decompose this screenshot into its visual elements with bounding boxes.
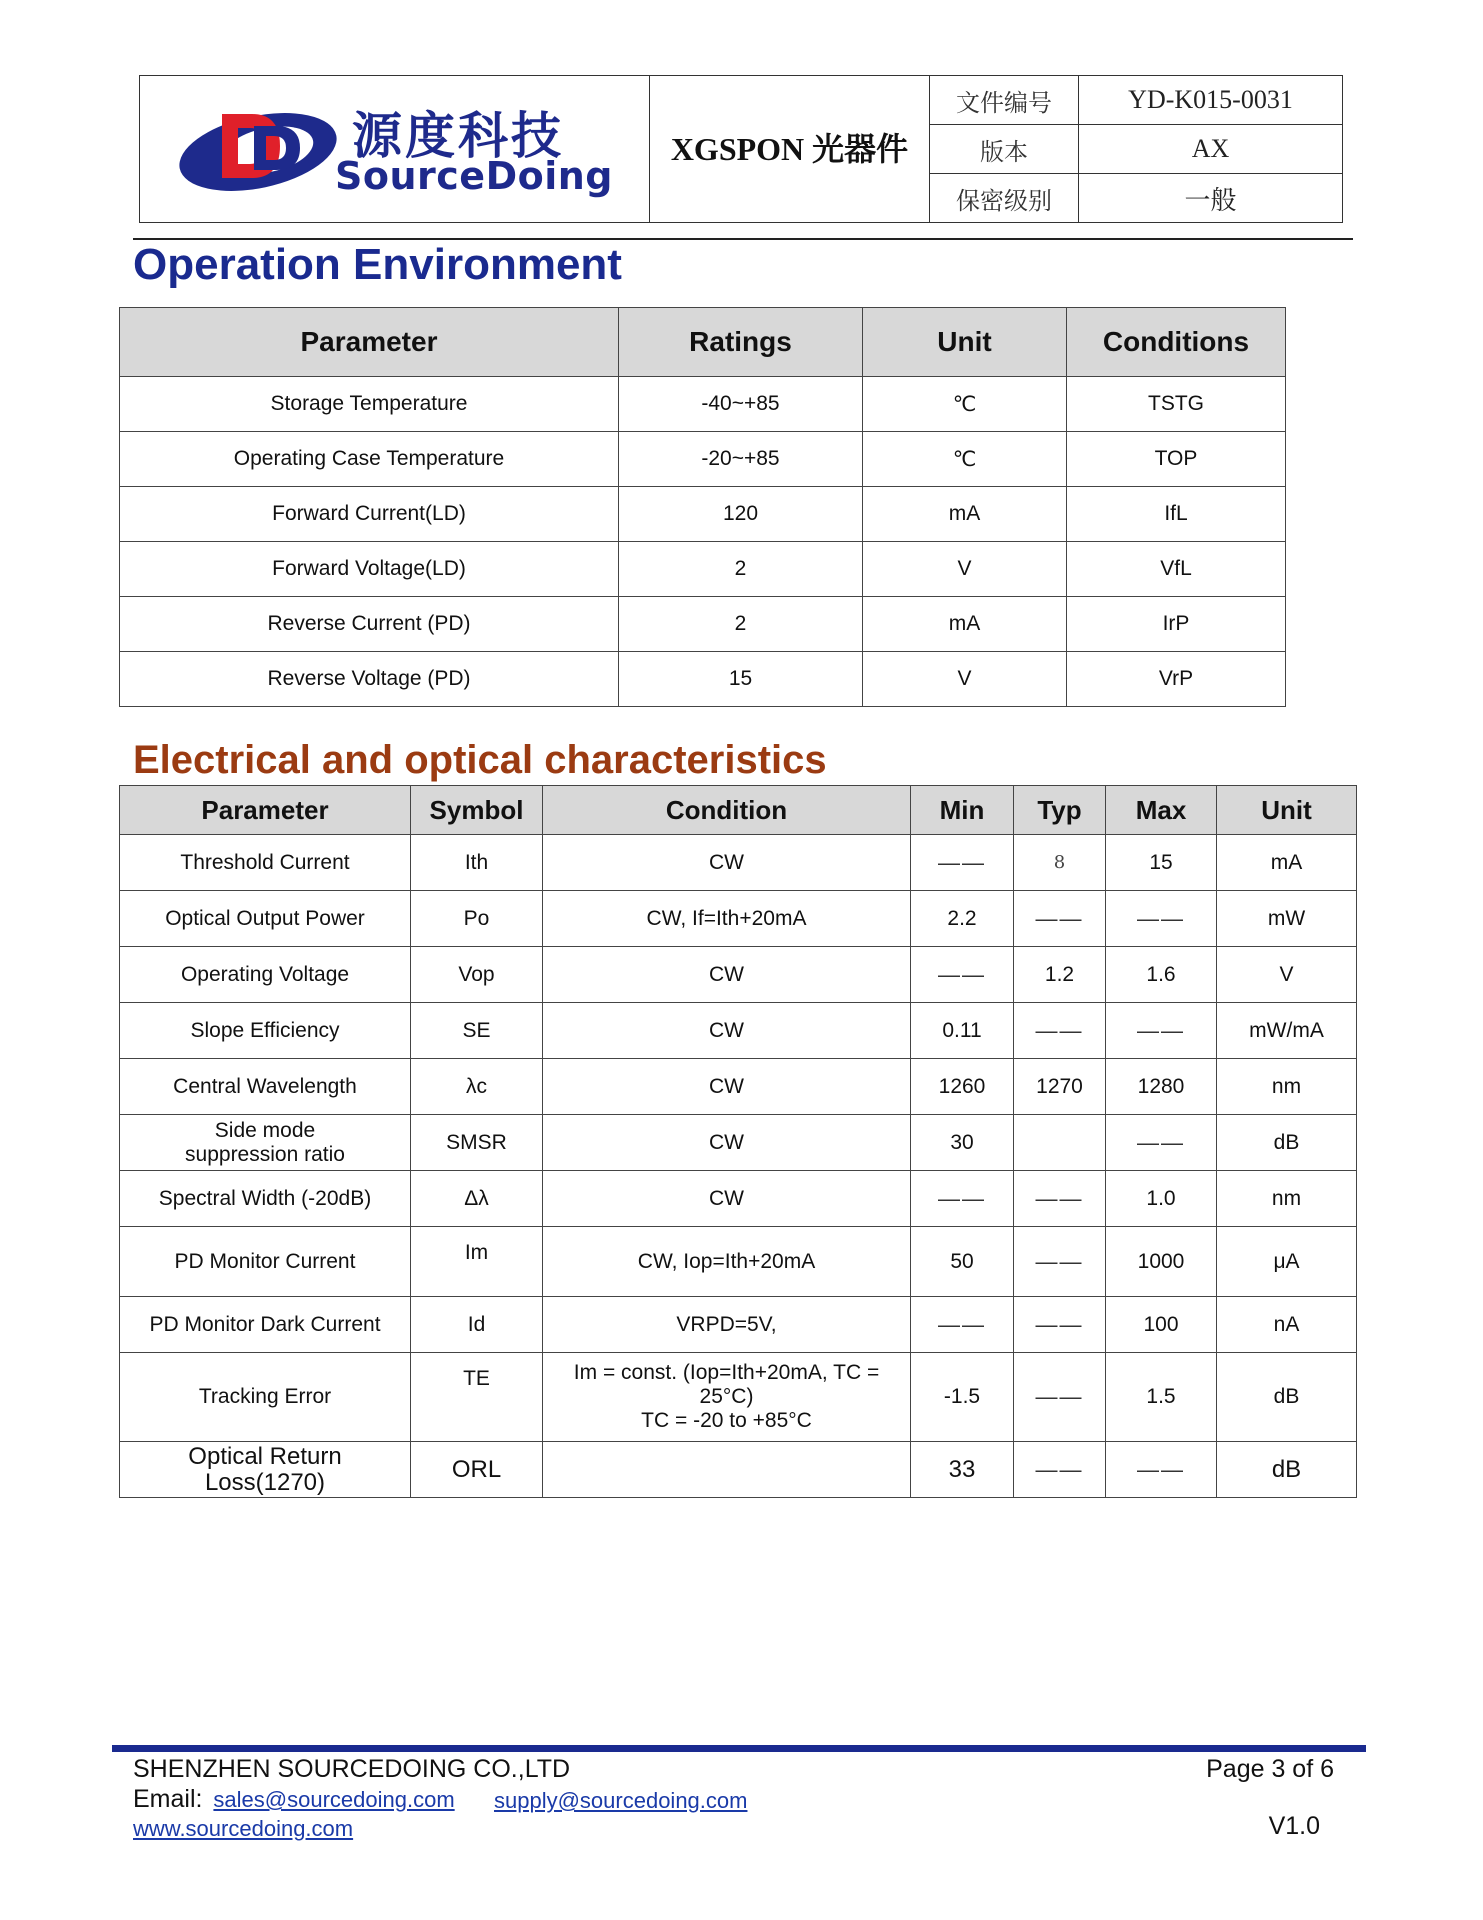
table-cell: 100 xyxy=(1106,1297,1217,1353)
table-cell: 15 xyxy=(1106,835,1217,891)
table-cell: —— xyxy=(911,835,1014,891)
table-cell: 1000 xyxy=(1106,1227,1217,1297)
table-cell: TE xyxy=(411,1353,543,1442)
table-cell: PD Monitor Dark Current xyxy=(120,1297,411,1353)
table-row xyxy=(120,487,1286,542)
table-cell: mW xyxy=(1217,891,1357,947)
table-row xyxy=(120,835,1357,891)
column-header: Min xyxy=(911,786,1014,835)
footer-divider xyxy=(112,1745,1366,1752)
cell-line: suppression ratio xyxy=(185,1142,345,1166)
table-cell: -1.5 xyxy=(911,1353,1014,1442)
table-cell: mW/mA xyxy=(1217,1003,1357,1059)
footer-email xyxy=(133,1785,748,1814)
table-cell: CW xyxy=(543,1115,911,1171)
table-cell: —— xyxy=(911,947,1014,1003)
meta-key: 保密级别 xyxy=(930,174,1079,222)
document-title: XGSPON 光器件 xyxy=(650,76,930,222)
website-link[interactable]: www.sourcedoing.com xyxy=(133,1816,354,1841)
column-header: Condition xyxy=(543,786,911,835)
column-header: Ratings xyxy=(619,308,863,377)
table-cell: 1.5 xyxy=(1106,1353,1217,1442)
table-cell: Tracking Error xyxy=(120,1353,411,1442)
table-row xyxy=(120,1115,1357,1171)
table-row xyxy=(120,891,1357,947)
supply-email-link[interactable]: supply@sourcedoing.com xyxy=(494,1788,748,1813)
logo-english-name: SourceDoing xyxy=(335,154,613,198)
table-cell: —— xyxy=(1014,1442,1106,1498)
table-cell: —— xyxy=(911,1171,1014,1227)
table-cell: —— xyxy=(1014,1227,1106,1297)
table-cell: —— xyxy=(1106,891,1217,947)
sales-email-link[interactable]: sales@sourcedoing.com xyxy=(213,1787,455,1812)
table-cell: Forward Voltage(LD) xyxy=(120,542,619,597)
table-cell: Ith xyxy=(411,835,543,891)
column-header: Max xyxy=(1106,786,1217,835)
column-header: Conditions xyxy=(1067,308,1286,377)
table-cell: mA xyxy=(1217,835,1357,891)
table-row xyxy=(120,1227,1357,1297)
table-cell: dB xyxy=(1217,1353,1357,1442)
table-cell: VfL xyxy=(1067,542,1286,597)
cell-line: TC = -20 to +85°C xyxy=(641,1409,812,1432)
table-cell: 1280 xyxy=(1106,1059,1217,1115)
column-header: Typ xyxy=(1014,786,1106,835)
table-row xyxy=(120,947,1357,1003)
table-cell: Slope Efficiency xyxy=(120,1003,411,1059)
cell-line: Im = const. (Iop=Ith+20mA, TC = xyxy=(573,1361,880,1384)
table-cell: —— xyxy=(1106,1115,1217,1171)
table-cell: —— xyxy=(1014,1353,1106,1442)
table-cell xyxy=(120,1442,411,1498)
sourcedoing-logo-icon xyxy=(176,100,346,200)
table-cell: 0.11 xyxy=(911,1003,1014,1059)
table-cell: VrP xyxy=(1067,652,1286,707)
table-cell: Central Wavelength xyxy=(120,1059,411,1115)
table-cell: Id xyxy=(411,1297,543,1353)
table-cell: TSTG xyxy=(1067,377,1286,432)
table-cell: VRPD=5V, xyxy=(543,1297,911,1353)
table-row xyxy=(120,1171,1357,1227)
table-row xyxy=(120,377,1286,432)
cell-line: Optical Return xyxy=(188,1442,342,1470)
table-row xyxy=(120,1353,1357,1442)
table-cell: PD Monitor Current xyxy=(120,1227,411,1297)
table-cell: CW xyxy=(543,1171,911,1227)
operation-environment-table xyxy=(119,307,1286,707)
table-cell: CW, If=Ith+20mA xyxy=(543,891,911,947)
table-cell: Δλ xyxy=(411,1171,543,1227)
table-cell: Storage Temperature xyxy=(120,377,619,432)
column-header: Symbol xyxy=(411,786,543,835)
document-version: V1.0 xyxy=(1268,1812,1320,1840)
table-cell: nm xyxy=(1217,1171,1357,1227)
table-cell: —— xyxy=(1014,891,1106,947)
column-header: Parameter xyxy=(120,786,411,835)
footer-company: SHENZHEN SOURCEDOING CO.,LTD xyxy=(133,1755,571,1783)
meta-key: 文件编号 xyxy=(930,76,1079,124)
table-cell xyxy=(543,1353,911,1442)
meta-row-confidentiality xyxy=(930,174,1342,222)
cell-line: Loss(1270) xyxy=(204,1468,326,1496)
electrical-optical-table xyxy=(119,785,1357,1498)
table-row xyxy=(120,542,1286,597)
table-row xyxy=(120,597,1286,652)
table-cell: λc xyxy=(411,1059,543,1115)
footer-website xyxy=(133,1816,353,1842)
table-cell: mA xyxy=(863,597,1067,652)
table-cell: ORL xyxy=(411,1442,543,1498)
table-header-row xyxy=(120,308,1286,377)
table-cell: TOP xyxy=(1067,432,1286,487)
table-cell: —— xyxy=(1014,1003,1106,1059)
section-title-electrical-optical: Electrical and optical characteristics xyxy=(133,738,827,782)
table-cell: Forward Current(LD) xyxy=(120,487,619,542)
table-cell: 1.0 xyxy=(1106,1171,1217,1227)
table-cell: 2 xyxy=(619,597,863,652)
cell-line: Side mode xyxy=(214,1118,316,1142)
table-cell: SMSR xyxy=(411,1115,543,1171)
meta-key: 版本 xyxy=(930,125,1079,173)
table-cell: V xyxy=(863,542,1067,597)
table-cell: 50 xyxy=(911,1227,1014,1297)
table-cell: -20~+85 xyxy=(619,432,863,487)
logo-chinese-name: 源度科技 xyxy=(352,107,564,165)
table-cell: CW, Iop=Ith+20mA xyxy=(543,1227,911,1297)
table-cell: CW xyxy=(543,947,911,1003)
table-cell: Optical Output Power xyxy=(120,891,411,947)
table-cell: IfL xyxy=(1067,487,1286,542)
table-cell: Spectral Width (-20dB) xyxy=(120,1171,411,1227)
table-cell: 1.6 xyxy=(1106,947,1217,1003)
table-cell: Im xyxy=(411,1227,543,1297)
table-row xyxy=(120,1297,1357,1353)
table-cell: 30 xyxy=(911,1115,1014,1171)
table-cell: mA xyxy=(863,487,1067,542)
table-cell: 2 xyxy=(619,542,863,597)
table-cell: 1.2 xyxy=(1014,947,1106,1003)
table-row xyxy=(120,1059,1357,1115)
meta-value: 一般 xyxy=(1184,185,1237,215)
table-cell: -40~+85 xyxy=(619,377,863,432)
table-cell: Operating Case Temperature xyxy=(120,432,619,487)
table-cell: 1260 xyxy=(911,1059,1014,1115)
table-cell xyxy=(543,1442,911,1498)
table-cell: V xyxy=(1217,947,1357,1003)
column-header: Unit xyxy=(863,308,1067,377)
meta-row-doc-number xyxy=(930,76,1342,125)
table-cell xyxy=(1014,1115,1106,1171)
table-cell: —— xyxy=(1106,1442,1217,1498)
table-cell: —— xyxy=(1106,1003,1217,1059)
table-cell: 2.2 xyxy=(911,891,1014,947)
meta-row-version xyxy=(930,125,1342,174)
table-cell: ℃ xyxy=(863,377,1067,432)
table-cell: Reverse Voltage (PD) xyxy=(120,652,619,707)
table-row xyxy=(120,652,1286,707)
table-cell: IrP xyxy=(1067,597,1286,652)
table-cell: 120 xyxy=(619,487,863,542)
table-cell: CW xyxy=(543,1059,911,1115)
table-cell: Po xyxy=(411,891,543,947)
table-cell: CW xyxy=(543,1003,911,1059)
table-cell: μA xyxy=(1217,1227,1357,1297)
email-label: Email: xyxy=(133,1785,203,1813)
meta-value: AX xyxy=(1191,134,1230,163)
table-cell: dB xyxy=(1217,1442,1357,1498)
table-cell: CW xyxy=(543,835,911,891)
table-cell: Vop xyxy=(411,947,543,1003)
table-row xyxy=(120,432,1286,487)
document-header xyxy=(139,75,1343,223)
table-cell: nm xyxy=(1217,1059,1357,1115)
table-cell: 15 xyxy=(619,652,863,707)
table-cell: —— xyxy=(911,1297,1014,1353)
company-logo xyxy=(140,76,650,222)
table-cell: Operating Voltage xyxy=(120,947,411,1003)
meta-value: YD-K015-0031 xyxy=(1128,85,1293,114)
table-cell: Threshold Current xyxy=(120,835,411,891)
cell-line: 25°C) xyxy=(699,1385,754,1408)
table-cell: 33 xyxy=(911,1442,1014,1498)
section-title-operation-environment: Operation Environment xyxy=(133,240,622,289)
table-cell: 1270 xyxy=(1014,1059,1106,1115)
document-meta xyxy=(930,76,1342,222)
table-cell: dB xyxy=(1217,1115,1357,1171)
table-cell: 8 xyxy=(1014,835,1106,891)
column-header: Unit xyxy=(1217,786,1357,835)
table-header-row xyxy=(120,786,1357,835)
table-cell: —— xyxy=(1014,1297,1106,1353)
table-cell: Reverse Current (PD) xyxy=(120,597,619,652)
table-cell: —— xyxy=(1014,1171,1106,1227)
table-cell: nA xyxy=(1217,1297,1357,1353)
table-cell: V xyxy=(863,652,1067,707)
table-row xyxy=(120,1442,1357,1498)
page-number: Page 3 of 6 xyxy=(1206,1755,1334,1783)
table-row xyxy=(120,1003,1357,1059)
table-cell: SE xyxy=(411,1003,543,1059)
column-header: Parameter xyxy=(120,308,619,377)
table-cell: ℃ xyxy=(863,432,1067,487)
table-cell xyxy=(120,1115,411,1171)
